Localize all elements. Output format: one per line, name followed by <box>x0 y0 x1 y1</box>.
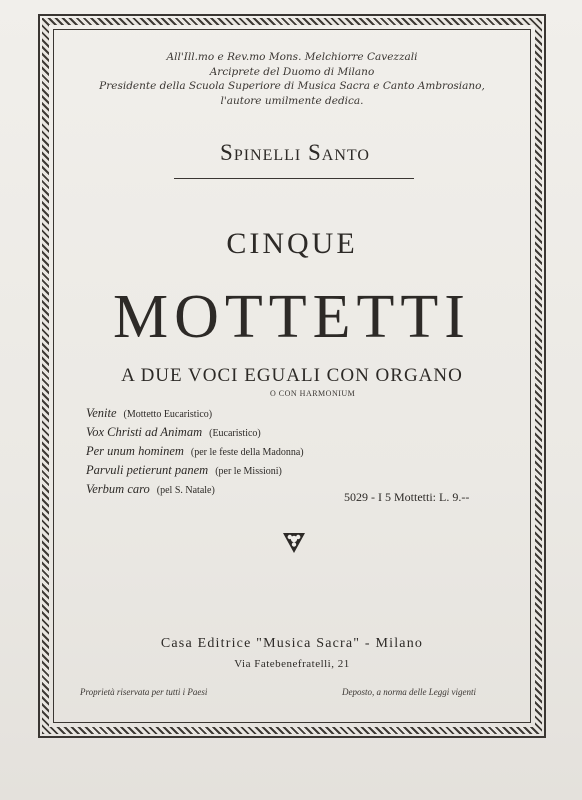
publisher-name: Casa Editrice "Musica Sacra" - Milano <box>160 636 424 651</box>
piece-title: Per unum hominem <box>86 444 184 458</box>
legal-deposit-notice: Deposto, a norma delle Leggi vigenti <box>342 687 476 697</box>
piece-title: Venite <box>86 406 117 420</box>
catalog-price: 5029 - I 5 Mottetti: L. 9.-- <box>344 490 470 504</box>
list-item <box>86 422 386 441</box>
publisher-address: Via Fatebenefratelli, 21 <box>234 658 350 670</box>
subtitle: A DUE VOCI EGUALI CON ORGANO <box>121 365 463 386</box>
list-item <box>86 460 386 479</box>
piece-note: (per le Missioni) <box>215 466 282 477</box>
title-small: CINQUE <box>226 227 358 260</box>
piece-note: (Mottetto Eucaristico) <box>123 409 213 420</box>
piece-note: (per le feste della Madonna) <box>190 447 304 458</box>
dedication-line: Arciprete del Duomo di Milano <box>209 65 375 78</box>
dedication-line: l'autore umilmente dedica. <box>220 94 364 107</box>
list-item <box>86 441 386 460</box>
author-name: Spinelli Santo <box>220 140 370 165</box>
piece-note: (Eucaristico) <box>209 428 261 439</box>
list-item <box>86 479 386 498</box>
list-item <box>86 403 386 422</box>
rights-notice: Proprietà riservata per tutti i Paesi <box>80 687 208 697</box>
piece-note: (pel S. Natale) <box>156 485 215 496</box>
subtitle-note: O CON HARMONIUM <box>270 389 356 398</box>
dedication-line: All'Ill.mo e Rev.mo Mons. Melchiorre Cavezzali <box>166 51 418 63</box>
piece-title: Parvuli petierunt panem <box>86 463 209 477</box>
piece-list <box>86 403 386 498</box>
piece-title: Vox Christi ad Animam <box>86 425 203 439</box>
dedication-line: Presidente della Scuola Superiore di Musica Sacra e Canto Ambrosiano, <box>99 80 485 92</box>
piece-title: Verbum caro <box>86 482 150 496</box>
author-underline <box>174 178 414 179</box>
trefoil-emblem-icon <box>281 529 307 555</box>
dedication <box>53 50 531 108</box>
title-large: MOTTETTI <box>113 283 471 351</box>
